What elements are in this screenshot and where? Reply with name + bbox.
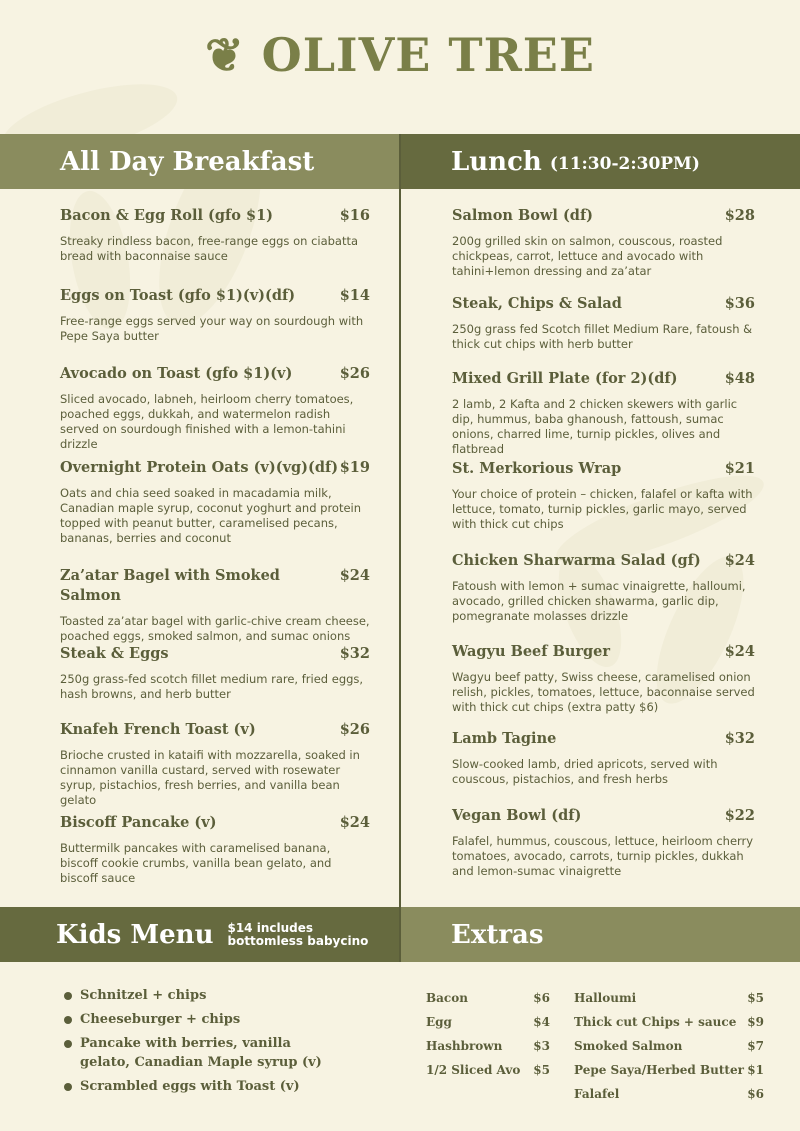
item-description: Oats and chia seed soaked in macadamia milk, Canadian maple syrup, coconut yoghurt and protein topped with peanut butter, caramelised pecans, bananas, berries and coconut xyxy=(60,486,362,545)
item-name: Eggs on Toast (gfo $1)(v)(df) xyxy=(60,287,296,304)
item-name: Lamb Tagine xyxy=(452,730,557,747)
item-price: $24 xyxy=(724,643,755,660)
extras-title: Extras xyxy=(451,919,544,950)
item-price: $36 xyxy=(724,295,755,312)
menu-item xyxy=(452,642,755,729)
extras-row xyxy=(574,986,764,1010)
logo-text: OLIVE TREE xyxy=(261,28,595,82)
extra-name: Falafel xyxy=(574,1087,620,1101)
extra-name: Bacon xyxy=(426,991,468,1005)
bullet-icon xyxy=(64,1083,72,1091)
extra-name: Thick cut Chips + sauce xyxy=(574,1015,737,1029)
item-name: Avocado on Toast (gfo $1)(v) xyxy=(60,365,293,382)
extra-price: $7 xyxy=(747,1039,764,1053)
item-name: Bacon & Egg Roll (gfo $1) xyxy=(60,207,274,224)
item-description: Brioche crusted in kataifi with mozzarella, soaked in cinnamon vanilla custard, served with rosewater syrup, pistachios, fresh berries, and vanilla bean gelato xyxy=(60,748,360,807)
item-name: Steak, Chips & Salad xyxy=(452,295,622,312)
extra-name: Hashbrown xyxy=(426,1039,503,1053)
extra-price: $9 xyxy=(747,1015,764,1029)
lunch-header xyxy=(401,134,800,189)
menu-item xyxy=(452,206,755,294)
breakfast-title: All Day Breakfast xyxy=(60,146,315,177)
olive-tree-icon: ❦ xyxy=(205,28,245,82)
item-name: Overnight Protein Oats (v)(vg)(df) xyxy=(60,459,339,476)
item-description: 250g grass-fed scotch fillet medium rare, fried eggs, hash browns, and herb butter xyxy=(60,672,364,701)
menu-item xyxy=(60,813,370,886)
extras-list-left xyxy=(426,986,550,1082)
menu-item xyxy=(452,729,755,806)
extras-row xyxy=(426,1058,550,1082)
menu-item xyxy=(60,364,370,458)
item-price: $24 xyxy=(724,552,755,569)
item-price: $14 xyxy=(339,287,370,304)
menu-item xyxy=(60,566,370,644)
extra-name: Halloumi xyxy=(574,991,637,1005)
extra-name: Egg xyxy=(426,1015,452,1029)
breakfast-header xyxy=(0,134,399,189)
item-description: Fatoush with lemon + sumac vinaigrette, halloumi, avocado, grilled chicken shawarma, garlic dip, pomegranate molasses drizzle xyxy=(452,579,746,623)
kids-item-label: Cheeseburger + chips xyxy=(80,1012,241,1027)
kids-list xyxy=(64,986,384,1101)
extras-list-right xyxy=(574,986,764,1106)
extra-name: Smoked Salmon xyxy=(574,1039,683,1053)
extra-price: $1 xyxy=(747,1063,764,1077)
item-description: 2 lamb, 2 Kafta and 2 chicken skewers with garlic dip, hummus, baba ghanoush, fattoush, sumac onions, charred lime, turnip pickles, olives and flatbread xyxy=(452,397,738,456)
kids-note-line: bottomless babycino xyxy=(227,933,369,948)
lunch-hours: (11:30-2:30PM) xyxy=(549,153,700,174)
kids-note xyxy=(227,922,368,948)
extra-name: Pepe Saya/Herbed Butter xyxy=(574,1063,744,1077)
item-name: Salmon Bowl (df) xyxy=(452,207,594,224)
item-price: $22 xyxy=(724,807,755,824)
item-price: $32 xyxy=(724,730,755,747)
menu-item xyxy=(60,644,370,720)
item-description: 250g grass fed Scotch fillet Medium Rare, fatoush & thick cut chips with herb butter xyxy=(452,322,753,351)
kids-header xyxy=(0,907,399,962)
brand-logo xyxy=(0,28,800,82)
bullet-icon xyxy=(64,1040,72,1048)
lunch-title: Lunch xyxy=(451,146,542,177)
item-name: Knafeh French Toast (v) xyxy=(60,721,256,738)
item-description: Falafel, hummus, couscous, lettuce, heirloom cherry tomatoes, avocado, carrots, turnip pickles, dukkah and lemon-sumac vinaigrette xyxy=(452,834,754,878)
menu-item xyxy=(452,459,755,551)
item-description: Wagyu beef patty, Swiss cheese, caramelised onion relish, pickles, tomatoes, lettuce, baconnaise served with thick cut chips (extra patty $6) xyxy=(452,670,755,714)
menu-item xyxy=(452,806,755,879)
list-item xyxy=(64,1010,384,1029)
item-price: $24 xyxy=(339,567,370,584)
item-description: Streaky rindless bacon, free-range eggs on ciabatta bread with baconnaise sauce xyxy=(60,234,359,263)
menu-item xyxy=(60,206,370,286)
item-price: $26 xyxy=(339,365,370,382)
menu-item xyxy=(60,286,370,364)
menu-item xyxy=(452,551,755,642)
extras-row xyxy=(426,1034,550,1058)
item-name: Za’atar Bagel with Smoked Salmon xyxy=(60,567,280,604)
item-price: $24 xyxy=(339,814,370,831)
item-price: $32 xyxy=(339,645,370,662)
item-description: Slow-cooked lamb, dried apricots, served with couscous, pistachios, and fresh herbs xyxy=(452,757,718,786)
item-description: Sliced avocado, labneh, heirloom cherry tomatoes, poached eggs, dukkah, and watermelon radish served on sourdough finished with a lemon-tahini drizzle xyxy=(60,392,354,451)
extras-row xyxy=(574,1010,764,1034)
item-name: Mixed Grill Plate (for 2)(df) xyxy=(452,370,678,387)
column-divider xyxy=(399,134,401,962)
item-name: Steak & Eggs xyxy=(60,645,169,662)
lunch-list xyxy=(452,206,755,879)
item-price: $28 xyxy=(724,207,755,224)
extra-price: $3 xyxy=(533,1039,550,1053)
item-description: Buttermilk pancakes with caramelised banana, biscoff cookie crumbs, vanilla bean gelato, and biscoff sauce xyxy=(60,841,332,885)
item-name: Biscoff Pancake (v) xyxy=(60,814,217,831)
item-name: Vegan Bowl (df) xyxy=(452,807,582,824)
item-price: $26 xyxy=(339,721,370,738)
kids-title: Kids Menu xyxy=(56,919,214,950)
extra-price: $6 xyxy=(533,991,550,1005)
breakfast-list xyxy=(60,206,370,886)
extras-row xyxy=(574,1034,764,1058)
kids-note-line: $14 includes xyxy=(227,920,314,935)
extra-price: $4 xyxy=(533,1015,550,1029)
menu-item xyxy=(60,720,370,813)
kids-item-label: Pancake with berries, vanilla gelato, Canadian Maple syrup (v) xyxy=(80,1036,322,1070)
item-description: Free-range eggs served your way on sourdough with Pepe Saya butter xyxy=(60,314,364,343)
bullet-icon xyxy=(64,992,72,1000)
item-name: Chicken Sharwarma Salad (gf) xyxy=(452,552,701,569)
bullet-icon xyxy=(64,1016,72,1024)
item-description: 200g grilled skin on salmon, couscous, roasted chickpeas, carrot, lettuce and avocado with tahini+lemon dressing and za’atar xyxy=(452,234,723,278)
list-item xyxy=(64,1077,384,1096)
item-description: Toasted za’atar bagel with garlic-chive cream cheese, poached eggs, smoked salmon, and sumac onions xyxy=(60,614,370,643)
extras-row xyxy=(426,1010,550,1034)
extra-price: $6 xyxy=(747,1087,764,1101)
menu-item xyxy=(452,369,755,459)
kids-item-label: Schnitzel + chips xyxy=(80,988,207,1003)
extra-price: $5 xyxy=(533,1063,550,1077)
item-name: Wagyu Beef Burger xyxy=(452,643,611,660)
extra-price: $5 xyxy=(747,991,764,1005)
item-price: $48 xyxy=(724,370,755,387)
extra-name: 1/2 Sliced Avo xyxy=(426,1063,521,1077)
extras-row xyxy=(574,1058,764,1082)
extras-row xyxy=(426,986,550,1010)
kids-item-label: Scrambled eggs with Toast (v) xyxy=(80,1079,300,1094)
item-price: $21 xyxy=(724,460,755,477)
list-item xyxy=(64,1034,384,1072)
item-price: $19 xyxy=(339,459,370,476)
item-price: $16 xyxy=(339,207,370,224)
extras-header xyxy=(401,907,800,962)
item-description: Your choice of protein – chicken, falafel or kafta with lettuce, tomato, turnip pickles, garlic mayo, served with thick cut chips xyxy=(452,487,753,531)
extras-row xyxy=(574,1082,764,1106)
item-name: St. Merkorious Wrap xyxy=(452,460,622,477)
menu-item xyxy=(452,294,755,369)
menu-item xyxy=(60,458,370,566)
list-item xyxy=(64,986,384,1005)
